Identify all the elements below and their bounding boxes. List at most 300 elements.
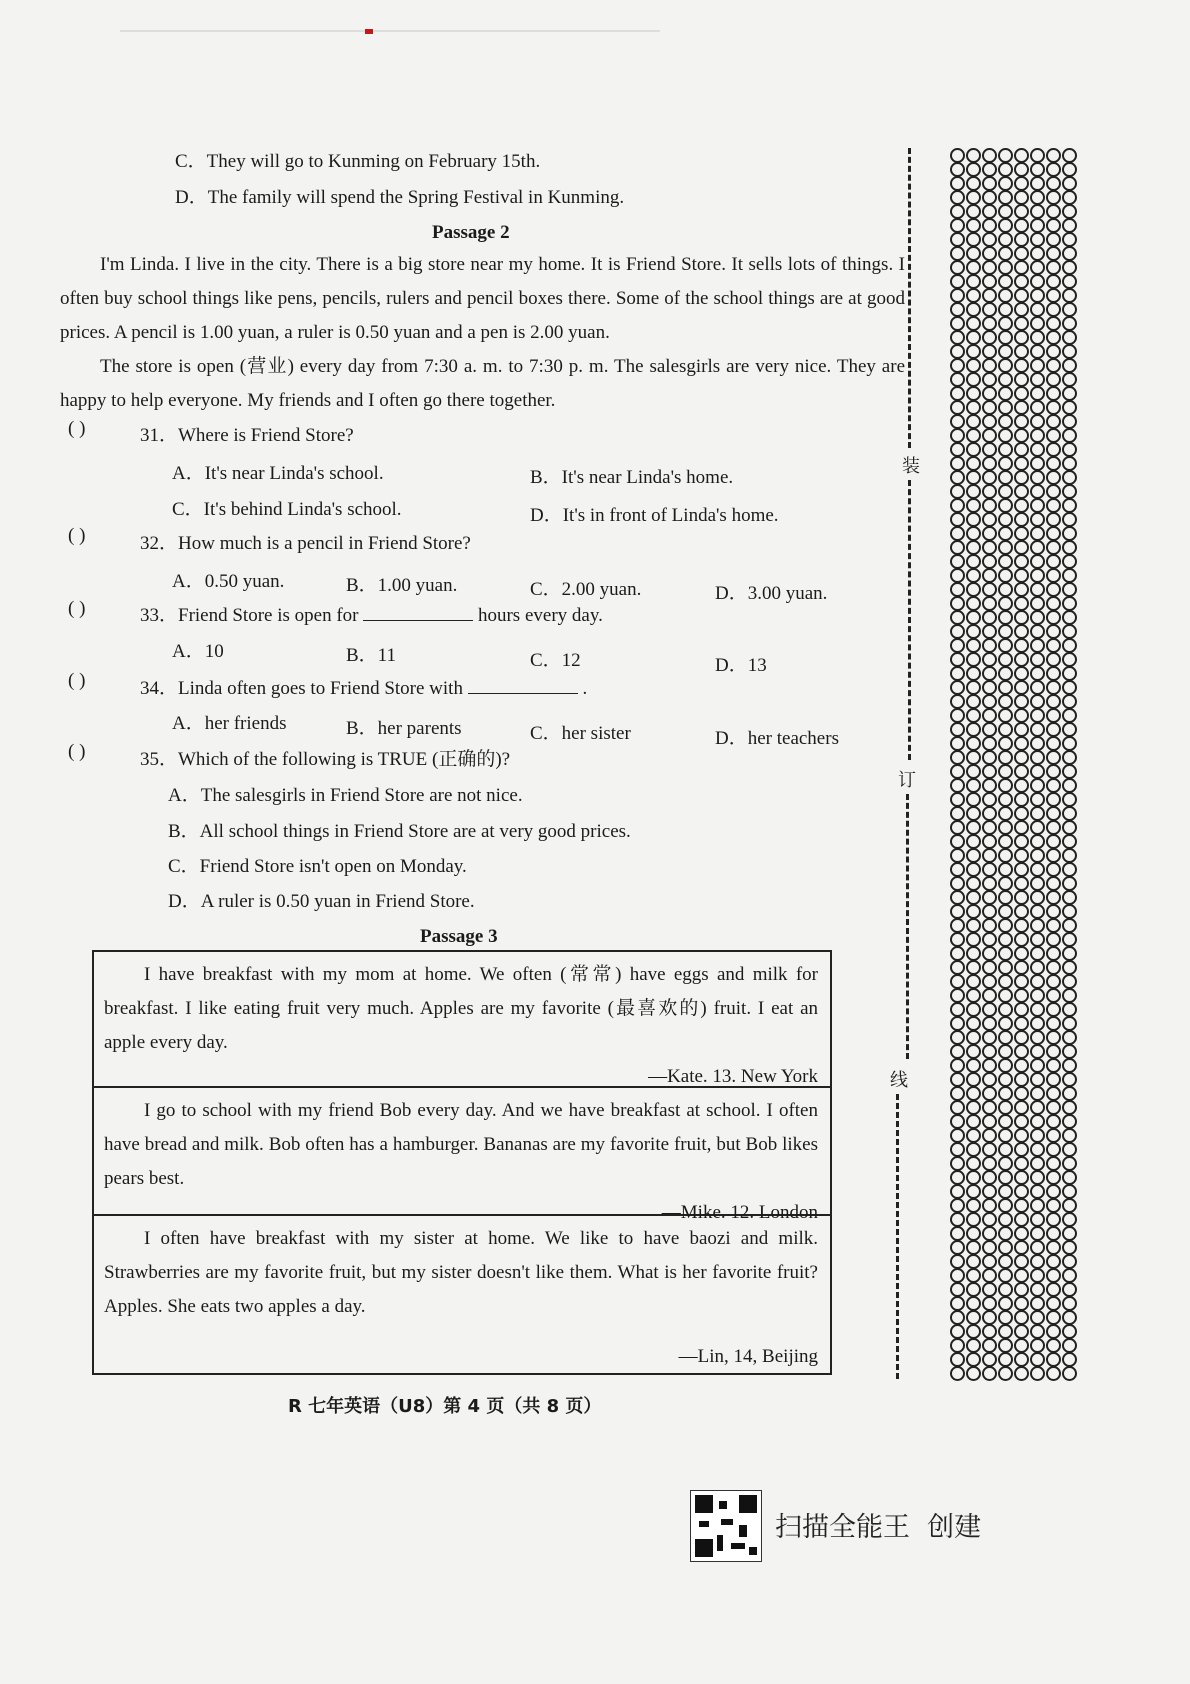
- bubble-circle: [1062, 386, 1077, 401]
- bubble-circle: [982, 1044, 997, 1059]
- bubble-circle: [1014, 918, 1029, 933]
- bubble-circle: [1046, 1058, 1061, 1073]
- binding-dashed-line: [906, 794, 909, 1059]
- bubble-circle: [1062, 1002, 1077, 1017]
- bubble-circle: [1030, 694, 1045, 709]
- scanner-brand-label: 扫描全能王 创建: [775, 1512, 982, 1543]
- bubble-circle: [1046, 1184, 1061, 1199]
- bubble-circle: [1062, 330, 1077, 345]
- bubble-circle: [998, 876, 1013, 891]
- bubble-circle: [950, 596, 965, 611]
- qr-code-icon: [690, 1490, 762, 1562]
- bubble-circle: [1014, 442, 1029, 457]
- bubble-circle: [1030, 1184, 1045, 1199]
- bubble-circle: [1062, 1030, 1077, 1045]
- bubble-circle: [1014, 806, 1029, 821]
- bubble-circle: [998, 708, 1013, 723]
- bubble-circle: [950, 792, 965, 807]
- bubble-circle: [1014, 1352, 1029, 1367]
- bubble-circle: [998, 442, 1013, 457]
- passage1-option-d: D．The family will spend the Spring Festival in Kunming.: [175, 187, 625, 208]
- bubble-circle: [982, 176, 997, 191]
- bubble-circle: [1014, 260, 1029, 275]
- bubble-circle: [1014, 484, 1029, 499]
- bubble-circle: [998, 288, 1013, 303]
- bubble-circle: [982, 1030, 997, 1045]
- bubble-circle: [982, 1156, 997, 1171]
- bubble-circle: [998, 1338, 1013, 1353]
- bubble-circle: [950, 722, 965, 737]
- bubble-circle: [950, 834, 965, 849]
- bubble-circle: [1046, 1086, 1061, 1101]
- bubble-circle: [950, 162, 965, 177]
- bubble-circle: [982, 204, 997, 219]
- bubble-circle: [1046, 442, 1061, 457]
- bubble-circle: [966, 778, 981, 793]
- bubble-circle: [1014, 512, 1029, 527]
- bubble-circle: [1062, 988, 1077, 1003]
- bubble-circle: [1046, 288, 1061, 303]
- bubble-circle: [998, 1212, 1013, 1227]
- bubble-circle: [950, 1240, 965, 1255]
- bubble-circle: [1062, 554, 1077, 569]
- question-31: 31．Where is Friend Store?: [140, 425, 354, 446]
- bubble-circle: [966, 876, 981, 891]
- q34-option-a: A．her friends: [172, 713, 287, 734]
- bubble-circle: [998, 554, 1013, 569]
- bubble-circle: [1030, 778, 1045, 793]
- bubble-circle: [950, 736, 965, 751]
- bubble-circle: [966, 652, 981, 667]
- bubble-circle: [982, 848, 997, 863]
- bubble-circle: [998, 638, 1013, 653]
- bubble-circle: [966, 302, 981, 317]
- bubble-circle: [1046, 274, 1061, 289]
- bubble-circle: [966, 1002, 981, 1017]
- bubble-circle: [950, 316, 965, 331]
- bubble-circle: [998, 596, 1013, 611]
- bubble-circle: [1062, 1296, 1077, 1311]
- bubble-circle: [1046, 1016, 1061, 1031]
- bubble-circle: [1046, 1128, 1061, 1143]
- bubble-circle: [950, 624, 965, 639]
- bubble-circle: [1046, 1282, 1061, 1297]
- bubble-circle: [1030, 946, 1045, 961]
- bubble-circle: [982, 568, 997, 583]
- bubble-circle: [998, 302, 1013, 317]
- bubble-circle: [966, 764, 981, 779]
- bubble-circle: [1014, 1128, 1029, 1143]
- bubble-circle: [998, 260, 1013, 275]
- bubble-circle: [1046, 736, 1061, 751]
- bubble-circle: [982, 246, 997, 261]
- bubble-circle: [966, 400, 981, 415]
- bubble-circle: [1014, 960, 1029, 975]
- bubble-circle: [966, 1128, 981, 1143]
- answer-blank: [468, 675, 578, 694]
- bubble-circle: [1014, 988, 1029, 1003]
- bubble-circle: [950, 960, 965, 975]
- bubble-circle: [1062, 1100, 1077, 1115]
- bubble-circle: [1030, 414, 1045, 429]
- bubble-circle: [1062, 1086, 1077, 1101]
- bubble-circle: [966, 1296, 981, 1311]
- bubble-circle: [1014, 1156, 1029, 1171]
- bubble-circle: [982, 484, 997, 499]
- bubble-circle: [1062, 1324, 1077, 1339]
- bubble-circle: [1014, 1254, 1029, 1269]
- bubble-circle: [950, 456, 965, 471]
- bubble-circle: [982, 1254, 997, 1269]
- bubble-circle: [1062, 932, 1077, 947]
- bubble-circle: [1014, 302, 1029, 317]
- bubble-circle: [950, 666, 965, 681]
- bubble-circle: [1046, 540, 1061, 555]
- bubble-circle: [1062, 428, 1077, 443]
- bubble-circle: [1014, 246, 1029, 261]
- bubble-circle: [950, 694, 965, 709]
- bubble-circle: [1030, 1086, 1045, 1101]
- bubble-circle: [982, 778, 997, 793]
- bubble-circle: [1046, 1030, 1061, 1045]
- bubble-circle: [966, 1030, 981, 1045]
- bubble-circle: [982, 148, 997, 163]
- bubble-circle: [1046, 1296, 1061, 1311]
- bubble-circle: [966, 582, 981, 597]
- bubble-circle: [1030, 540, 1045, 555]
- passage3-text: I often have breakfast with my sister at home. We like to have baozi and milk. Strawberries are my favorite fruit, but my sister doesn't like them. What is her favorite fruit? Apples. She eats two apples a day.: [104, 1228, 818, 1317]
- bubble-circle: [1062, 1142, 1077, 1157]
- bubble-circle: [998, 610, 1013, 625]
- bubble-circle: [966, 1156, 981, 1171]
- bubble-circle: [1014, 554, 1029, 569]
- bubble-circle: [1062, 652, 1077, 667]
- bubble-circle: [950, 190, 965, 205]
- bubble-circle: [998, 1226, 1013, 1241]
- bubble-circle: [966, 834, 981, 849]
- bubble-circle: [1062, 876, 1077, 891]
- bubble-circle: [1046, 1212, 1061, 1227]
- bubble-circle: [966, 624, 981, 639]
- bubble-circle: [950, 1016, 965, 1031]
- bubble-circle: [982, 1310, 997, 1325]
- bubble-circle: [966, 1142, 981, 1157]
- bubble-circle: [1014, 1338, 1029, 1353]
- bubble-circle: [982, 946, 997, 961]
- bubble-circle: [950, 274, 965, 289]
- bubble-circle: [1030, 484, 1045, 499]
- bubble-circle: [950, 386, 965, 401]
- bubble-circle: [998, 834, 1013, 849]
- bubble-circle: [1014, 1226, 1029, 1241]
- bubble-circle: [1046, 1226, 1061, 1241]
- bubble-circle: [1062, 526, 1077, 541]
- bubble-circle: [1062, 736, 1077, 751]
- bubble-circle: [998, 1002, 1013, 1017]
- bubble-circle: [966, 680, 981, 695]
- bubble-circle: [1046, 1254, 1061, 1269]
- bubble-circle: [1062, 974, 1077, 989]
- bubble-circle: [982, 1352, 997, 1367]
- bubble-circle: [1062, 344, 1077, 359]
- bubble-circle: [1014, 1058, 1029, 1073]
- question-33-stem-end: hours every day.: [477, 605, 603, 626]
- bubble-circle: [1046, 694, 1061, 709]
- binding-dashed-line: [896, 1094, 899, 1379]
- bubble-circle: [950, 848, 965, 863]
- bubble-circle: [1062, 792, 1077, 807]
- bubble-circle: [998, 1198, 1013, 1213]
- bubble-circle: [1014, 148, 1029, 163]
- bubble-circle: [1030, 610, 1045, 625]
- bubble-circle: [950, 1142, 965, 1157]
- bubble-circle: [950, 1296, 965, 1311]
- bubble-circle: [1014, 1170, 1029, 1185]
- bubble-circle: [1030, 1044, 1045, 1059]
- bubble-circle: [1030, 470, 1045, 485]
- binding-char-ding: 订: [898, 770, 916, 791]
- bubble-circle: [1030, 596, 1045, 611]
- bubble-circle: [1062, 596, 1077, 611]
- bubble-circle: [950, 176, 965, 191]
- bubble-circle: [966, 470, 981, 485]
- bubble-circle: [982, 260, 997, 275]
- bubble-circle: [966, 1184, 981, 1199]
- bubble-circle: [966, 176, 981, 191]
- bubble-circle: [966, 1086, 981, 1101]
- bubble-circle: [966, 1268, 981, 1283]
- bubble-circle: [982, 1366, 997, 1381]
- bubble-circle: [1030, 806, 1045, 821]
- q32-option-b: B．1.00 yuan.: [346, 575, 458, 596]
- bubble-circle: [998, 1114, 1013, 1129]
- bubble-circle: [1046, 1268, 1061, 1283]
- bubble-circle: [982, 1072, 997, 1087]
- bubble-circle: [1030, 246, 1045, 261]
- bubble-circle: [982, 624, 997, 639]
- answer-blank: [363, 602, 473, 621]
- bubble-circle: [1014, 1268, 1029, 1283]
- bubble-circle: [982, 1268, 997, 1283]
- answer-paren: ( ): [68, 741, 86, 762]
- bubble-circle: [966, 890, 981, 905]
- bubble-circle: [1014, 1100, 1029, 1115]
- bubble-circle: [998, 722, 1013, 737]
- bubble-circle: [1046, 834, 1061, 849]
- bubble-circle: [950, 512, 965, 527]
- bubble-circle: [1046, 750, 1061, 765]
- bubble-circle: [1046, 1170, 1061, 1185]
- bubble-circle: [1046, 554, 1061, 569]
- passage2-title: Passage 2: [432, 222, 510, 243]
- question-34-stem-end: .: [582, 678, 588, 699]
- bubble-circle: [1030, 680, 1045, 695]
- q35-option-a: A．The salesgirls in Friend Store are not nice.: [168, 785, 523, 806]
- bubble-circle: [982, 288, 997, 303]
- bubble-circle: [982, 232, 997, 247]
- bubble-circle: [998, 358, 1013, 373]
- bubble-circle: [950, 974, 965, 989]
- bubble-circle: [950, 1002, 965, 1017]
- q32-option-c: C．2.00 yuan.: [530, 579, 642, 600]
- q31-option-d: D．It's in front of Linda's home.: [530, 505, 779, 526]
- bubble-circle: [1014, 582, 1029, 597]
- bubble-circle: [982, 1198, 997, 1213]
- bubble-circle: [982, 834, 997, 849]
- bubble-circle: [998, 176, 1013, 191]
- bubble-circle: [982, 862, 997, 877]
- bubble-circle: [1030, 316, 1045, 331]
- bubble-circle: [1030, 1100, 1045, 1115]
- bubble-circle: [1030, 1212, 1045, 1227]
- bubble-circle: [998, 848, 1013, 863]
- bubble-circle: [966, 456, 981, 471]
- bubble-circle: [982, 554, 997, 569]
- bubble-circle: [1030, 1226, 1045, 1241]
- bubble-circle: [998, 1282, 1013, 1297]
- bubble-circle: [1014, 288, 1029, 303]
- question-35: 35．Which of the following is TRUE (正确的)?: [140, 749, 511, 770]
- bubble-circle: [982, 1058, 997, 1073]
- bubble-circle: [1030, 1282, 1045, 1297]
- bubble-circle: [1046, 218, 1061, 233]
- bubble-circle: [966, 708, 981, 723]
- bubble-circle: [1062, 316, 1077, 331]
- bubble-circle: [1030, 1002, 1045, 1017]
- bubble-circle: [1062, 358, 1077, 373]
- bubble-circle: [998, 806, 1013, 821]
- passage2-paragraph-2: The store is open (营业) every day from 7:30 a. m. to 7:30 p. m. The salesgirls are very nice. They are happy to help everyone. My friends and I often go there together.: [60, 356, 905, 411]
- bubble-circle: [950, 540, 965, 555]
- bubble-circle: [1014, 162, 1029, 177]
- bubble-circle: [966, 904, 981, 919]
- bubble-circle: [966, 148, 981, 163]
- bubble-circle: [1062, 946, 1077, 961]
- bubble-circle: [998, 1016, 1013, 1031]
- bubble-circle: [1030, 904, 1045, 919]
- bubble-circle: [1062, 470, 1077, 485]
- bubble-circle: [1062, 456, 1077, 471]
- bubble-circle: [982, 988, 997, 1003]
- bubble-circle: [982, 1296, 997, 1311]
- bubble-circle: [1014, 190, 1029, 205]
- bubble-circle: [1046, 358, 1061, 373]
- passage1-option-c: C．They will go to Kunming on February 15th.: [175, 151, 541, 172]
- bubble-circle: [1030, 498, 1045, 513]
- bubble-circle: [1014, 624, 1029, 639]
- bubble-circle: [998, 960, 1013, 975]
- bubble-circle: [982, 694, 997, 709]
- bubble-circle: [950, 1324, 965, 1339]
- bubble-circle: [998, 1058, 1013, 1073]
- bubble-circle: [1046, 596, 1061, 611]
- bubble-circle: [998, 1310, 1013, 1325]
- bubble-circle: [982, 974, 997, 989]
- bubble-circle: [998, 568, 1013, 583]
- bubble-circle: [1014, 568, 1029, 583]
- bubble-circle: [1030, 162, 1045, 177]
- bubble-circle: [1030, 218, 1045, 233]
- bubble-circle: [998, 372, 1013, 387]
- bubble-circle: [966, 1352, 981, 1367]
- bubble-circle: [1062, 1282, 1077, 1297]
- bubble-circle: [950, 568, 965, 583]
- bubble-circle: [1030, 1016, 1045, 1031]
- bubble-circle: [1014, 274, 1029, 289]
- bubble-circle: [1014, 778, 1029, 793]
- bubble-circle: [1030, 862, 1045, 877]
- answer-paren: ( ): [68, 670, 86, 691]
- bubble-circle: [998, 764, 1013, 779]
- bubble-circle: [1014, 372, 1029, 387]
- bubble-circle: [1014, 666, 1029, 681]
- bubble-circle: [950, 1156, 965, 1171]
- bubble-circle: [998, 274, 1013, 289]
- bubble-circle: [1030, 1268, 1045, 1283]
- bubble-circle: [966, 1044, 981, 1059]
- bubble-circle: [950, 330, 965, 345]
- bubble-circle: [998, 862, 1013, 877]
- bubble-circle: [1046, 904, 1061, 919]
- bubble-circle: [1014, 848, 1029, 863]
- bubble-circle: [1030, 358, 1045, 373]
- bubble-circle: [1062, 624, 1077, 639]
- bubble-circle: [998, 946, 1013, 961]
- bubble-circle: [1062, 582, 1077, 597]
- bubble-circle: [966, 918, 981, 933]
- bubble-circle: [1046, 778, 1061, 793]
- bubble-circle: [982, 764, 997, 779]
- bubble-circle: [1046, 1044, 1061, 1059]
- bubble-circle: [1062, 750, 1077, 765]
- bubble-circle: [1046, 372, 1061, 387]
- bubble-circle: [1030, 1170, 1045, 1185]
- page-footer: R 七年英语（U8）第 4 页（共 8 页）: [288, 1396, 602, 1417]
- bubble-circle: [982, 610, 997, 625]
- bubble-circle: [966, 540, 981, 555]
- bubble-circle: [1030, 1198, 1045, 1213]
- bubble-circle: [950, 1338, 965, 1353]
- passage3-section-kate: [94, 952, 830, 1088]
- bubble-circle: [982, 1086, 997, 1101]
- bubble-circle: [1030, 750, 1045, 765]
- bubble-circle: [998, 680, 1013, 695]
- bubble-circle: [1062, 806, 1077, 821]
- bubble-circle: [982, 876, 997, 891]
- bubble-circle: [1046, 204, 1061, 219]
- bubble-circle: [950, 680, 965, 695]
- bubble-circle: [1030, 1128, 1045, 1143]
- bubble-circle: [1062, 1366, 1077, 1381]
- bubble-circle: [1014, 890, 1029, 905]
- bubble-circle: [1062, 1114, 1077, 1129]
- q31-option-b: B．It's near Linda's home.: [530, 467, 734, 488]
- bubble-circle: [1046, 652, 1061, 667]
- bubble-circle: [1046, 1310, 1061, 1325]
- bubble-circle: [998, 918, 1013, 933]
- bubble-circle: [1030, 554, 1045, 569]
- bubble-circle: [950, 302, 965, 317]
- bubble-circle: [1062, 512, 1077, 527]
- bubble-circle: [950, 372, 965, 387]
- bubble-circle: [1030, 960, 1045, 975]
- bubble-circle: [1046, 820, 1061, 835]
- bubble-circle: [1046, 974, 1061, 989]
- binding-dashed-line: [908, 480, 911, 760]
- bubble-circle: [966, 1338, 981, 1353]
- bubble-circle: [1014, 596, 1029, 611]
- bubble-circle: [998, 652, 1013, 667]
